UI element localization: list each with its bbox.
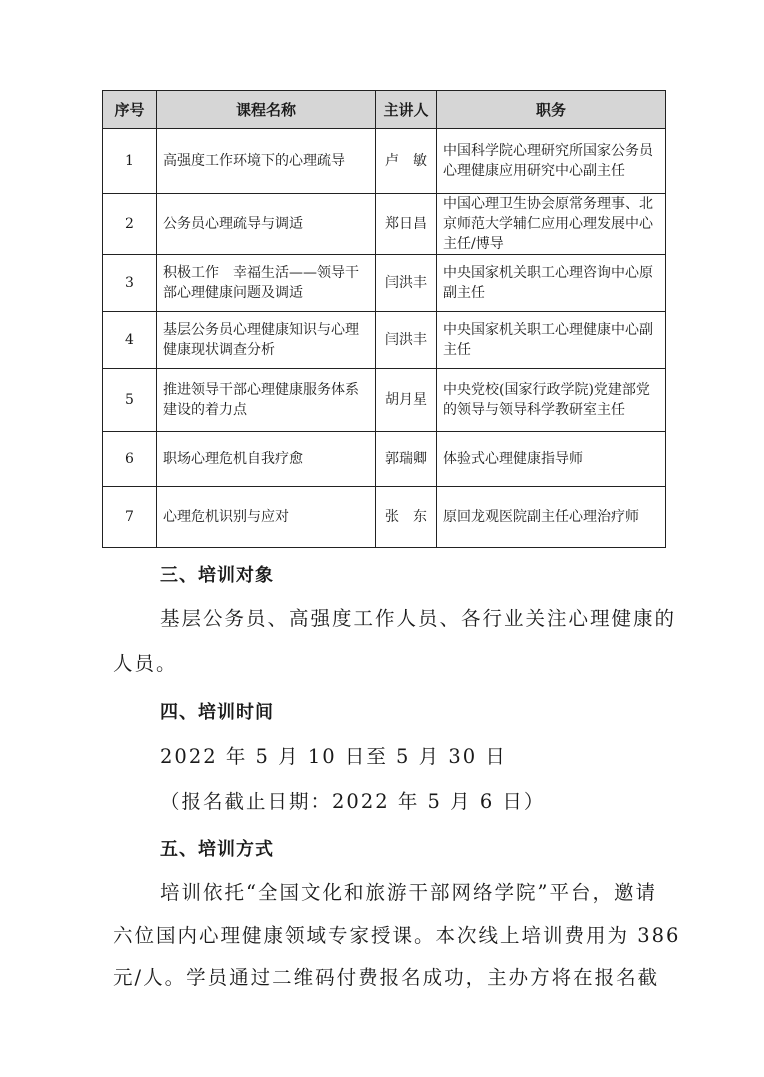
section-heading-time: 四、培训时间: [160, 702, 274, 723]
cell-position: 中央党校(国家行政学院)党建部党的领导与领导科学教研室主任: [437, 369, 666, 432]
table-row: [103, 432, 666, 487]
section-heading-method: 五、培训方式: [160, 839, 274, 860]
cell-no: 1: [103, 129, 157, 194]
method-paragraph-line: 培训依托“全国文化和旅游干部网络学院”平台，邀请: [160, 881, 657, 904]
cell-no: 5: [103, 369, 157, 432]
cell-position: 中央国家机关职工心理咨询中心原副主任: [437, 255, 666, 312]
cell-course-name: 职场心理危机自我疗愈: [157, 432, 376, 487]
trainees-paragraph-line: 人员。: [113, 652, 178, 675]
cell-no: 2: [103, 194, 157, 255]
cell-lecturer: 闫洪丰: [376, 312, 437, 369]
cell-course-name: 高强度工作环境下的心理疏导: [157, 129, 376, 194]
header-course-name: 课程名称: [157, 91, 376, 129]
header-no: 序号: [103, 91, 157, 129]
cell-no: 4: [103, 312, 157, 369]
cell-position: 原回龙观医院副主任心理治疗师: [437, 487, 666, 548]
cell-lecturer: 胡月星: [376, 369, 437, 432]
cell-position: 中国心理卫生协会原常务理事、北京师范大学辅仁应用心理发展中心主任/博导: [437, 194, 666, 255]
cell-position: 体验式心理健康指导师: [437, 432, 666, 487]
registration-deadline: （报名截止日期：2022 年 5 月 6 日）: [160, 790, 546, 813]
cell-course-name: 基层公务员心理健康知识与心理健康现状调查分析: [157, 312, 376, 369]
table-header-row: [103, 91, 666, 129]
cell-no: 7: [103, 487, 157, 548]
cell-no: 3: [103, 255, 157, 312]
table-row: [103, 369, 666, 432]
course-table: [102, 90, 666, 548]
cell-position: 中央国家机关职工心理健康中心副主任: [437, 312, 666, 369]
table-row: [103, 194, 666, 255]
cell-lecturer: 张 东: [376, 487, 437, 548]
method-paragraph-line: 六位国内心理健康领域专家授课。本次线上培训费用为 386: [113, 924, 681, 947]
cell-lecturer: 卢 敏: [376, 129, 437, 194]
trainees-paragraph-line: 基层公务员、高强度工作人员、各行业关注心理健康的: [160, 607, 677, 630]
cell-no: 6: [103, 432, 157, 487]
cell-course-name: 心理危机识别与应对: [157, 487, 376, 548]
cell-lecturer: 闫洪丰: [376, 255, 437, 312]
header-position: 职务: [437, 91, 666, 129]
cell-lecturer: 郑日昌: [376, 194, 437, 255]
cell-position: 中国科学院心理研究所国家公务员心理健康应用研究中心副主任: [437, 129, 666, 194]
header-lecturer: 主讲人: [376, 91, 437, 129]
section-heading-trainees: 三、培训对象: [160, 565, 274, 586]
cell-course-name: 公务员心理疏导与调适: [157, 194, 376, 255]
table-row: [103, 312, 666, 369]
cell-lecturer: 郭瑞卿: [376, 432, 437, 487]
table-row: [103, 487, 666, 548]
cell-course-name: 推进领导干部心理健康服务体系建设的着力点: [157, 369, 376, 432]
training-dates: 2022 年 5 月 10 日至 5 月 30 日: [160, 745, 507, 768]
cell-course-name: 积极工作 幸福生活——领导干部心理健康问题及调适: [157, 255, 376, 312]
table-row: [103, 129, 666, 194]
method-paragraph-line: 元/人。学员通过二维码付费报名成功，主办方将在报名截: [113, 966, 660, 989]
table-row: [103, 255, 666, 312]
